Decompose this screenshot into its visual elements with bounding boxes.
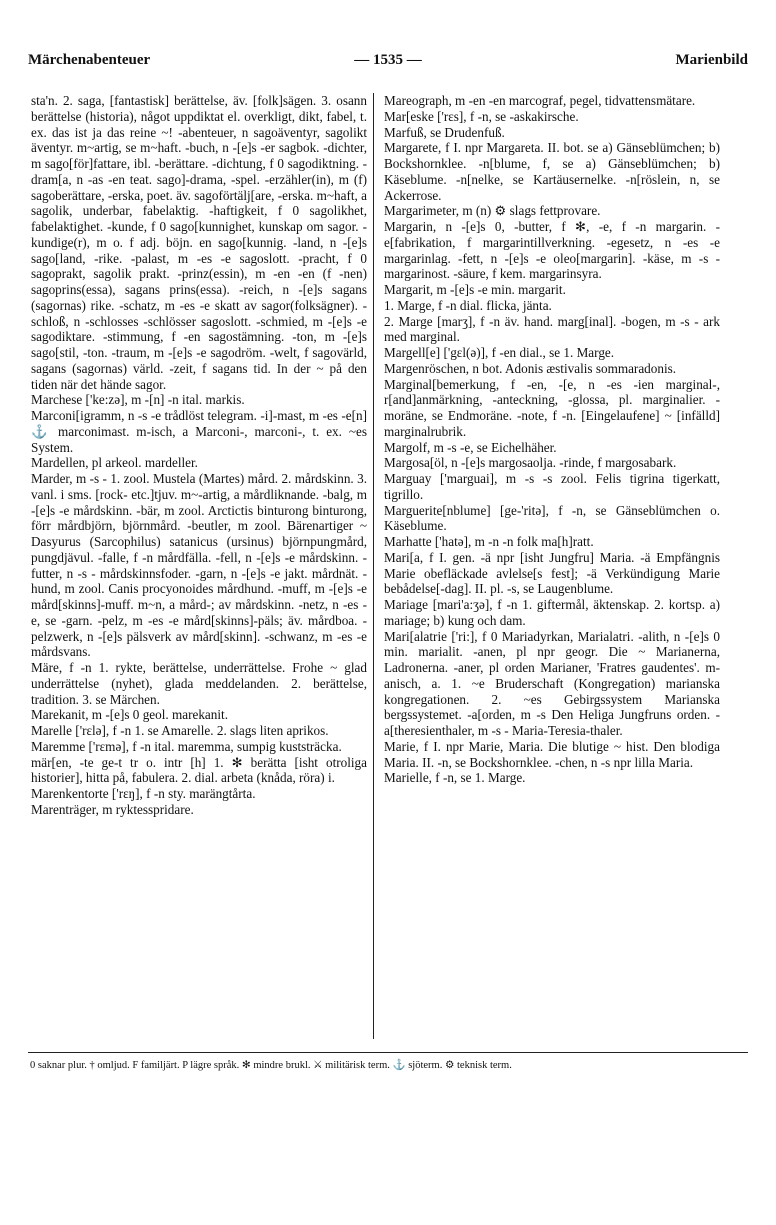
entry: Mariage [mari'a:ʒə], f -n 1. giftermål, äktenskap. 2. kortsp. a) mariage; b) kung och dam. <box>384 597 720 628</box>
abbreviation-legend: 0 saknar plur. † omljud. F familjärt. P lägre språk. ✻ mindre brukl. ⚔ militärisk term. ⚓ sjöterm. ⚙ teknisk term. <box>30 1060 512 1071</box>
entry: Mardellen, pl arkeol. mardeller. <box>31 455 198 471</box>
entry: Märe, f -n 1. rykte, berättelse, underrättelse. Frohe ~ glad underrättelse (nyhet), glada meddelanden. 2. berättelse, tradition. 3. se Märchen. <box>31 660 367 707</box>
entry: Marginal[bemerkung, f -en, -[e, n -es -ien marginal-, r[and]anmärkning, -anteckning, -glossa, pl. marginalier. -moräne, se Endmoräne. -note, f -n. [Eingelaufene] ~ [infälld] marginalrubrik. <box>384 376 720 439</box>
left-column <box>31 93 367 1033</box>
entry: Margolf, m -s -e, se Eichelhäher. <box>384 439 557 455</box>
right-column <box>384 93 720 1033</box>
entry: Marelle ['rɛlə], f -n 1. se Amarelle. 2. slags liten aprikos. <box>31 723 329 738</box>
entry: Marfuß, se Drudenfuß. <box>384 124 505 140</box>
page-header <box>28 52 748 76</box>
entry: Margarin, n -[e]s 0, -butter, f ✻, -e, f -n margarin. -e[fabrikation, f margarintillverkning. -egesetz, n -es -e margarinlag. -fett, n -[e]s -e oleo[margarin]. -käse, m -s - margarinost. -säure, f kem. margarinsyra. <box>384 219 720 282</box>
entry: Margosa[öl, n -[e]s margosaolja. -rinde, f margosabark. <box>384 455 677 471</box>
entry: Marie, f I. npr Marie, Maria. Die blutige ~ hist. Den blodiga Maria. II. -n, se Bockshornklee. -chen, n -s npr lilla Maria. <box>384 738 720 770</box>
entry: Maremme ['rɛmə], f -n ital. maremma, sumpig kuststräcka. <box>31 738 342 754</box>
entry: Mar[eske ['rɛs], f -n, se -askakirsche. <box>384 108 579 124</box>
entry: Marekanit, m -[e]s 0 geol. marekanit. <box>31 707 229 723</box>
entry: Margarete, f I. npr Margareta. II. bot. se a) Gänseblümchen; b) Bockshornklee. -n[blume, f, se a) Gänseblümchen; b) Käseblume. -n[nelke, se Kartäusernelke. -n[röslein, n, se Ackerrose. <box>384 140 720 203</box>
entry: 2. Marge [marʒ], f -n äv. hand. marg[inal]. -bogen, m -s - ark med marginal. <box>384 313 720 345</box>
page-number: — 1535 — <box>354 52 422 68</box>
entry: Marielle, f -n, se 1. Marge. <box>384 770 526 786</box>
entry: 1. Marge, f -n dial. flicka, jänta. <box>384 297 552 313</box>
entry: Mareograph, m -en -en marcograf, pegel, tidvattensmätare. <box>384 93 696 108</box>
entry: Marenträger, m ryktesspridare. <box>31 801 194 817</box>
entry: Margarimeter, m (n) ⚙ slags fettprovare. <box>384 203 601 219</box>
entry: mär[en, -te ge-t tr o. intr [h] 1. ✻ berätta [isht otroliga historier], hitta på, fabulera. 2. dial. arbeta (knåda, röra) i. <box>31 754 367 786</box>
column-divider <box>373 93 374 1039</box>
entry: sta'n. 2. saga, [fantastisk] berättelse, äv. [folk]sägen. 3. osann berättelse (historia), något uppdiktat el. overkligt, dikt, fabel, t. ex. das ist ja das reine ~! -abenteuer, n sagoäventyr, sagolikt äventyr. m~artig, se m~haft. -buch, n -[e]s -er sagbok. -dichter, m sago[för]fattare, ibl. -berättare. -dichtung, f 0 sagodiktning. -dram[a, n -as -en teat. sago]-drama, -spel. -erzähler(in), m (f) sagoberättare, -erska, poet. äv. sagoförtälj[are, -erska. m~haft, a sagolik, underbar, fabelaktig. -haftigkeit, f 0 sagolikhet, fabelaktighet. -kunde, f 0 sago[kunnighet, kunskap om sagor. -kundige(r), m o. f adj. böjn. en sago[kunnig. -land, n -[e]s sago[land, -rike. -palast, m -es -e sagoslott. -pracht, f 0 sagoprakt, sagolik prakt. -prinz(essin), m -en -en (f -nen) sagoprins(essa), sagans prins(essa). -reich, n -[e]s sagans (sagornas) rike. -schatz, m -es -e skatt av sagor(folksägner). -schloß, n -schlosses -schlösser sagoslott. -schmied, m -[e]s -e sagodiktare. -stimmung, f -en sagostämning. -ton, m -[e]s sago[stil, -ton. -traum, m -[e]s -e sagodröm. -welt, f sagovärld, sagans (sagornas) värld. -zeit, f sagans tid. In der ~ på den tiden när det hände sagor. <box>31 93 367 392</box>
entry: Marenkentorte ['rɛŋ], f -n sty. marängtårta. <box>31 786 256 801</box>
entry: Margenröschen, n bot. Adonis æstivalis sommaradonis. <box>384 360 677 376</box>
entry: Marconi[igramm, n -s -e trådlöst telegram. -i]-mast, m -es -e[n] ⚓ marconimast. m-isch, a Marconi-, marconi-, t. ex. ~es System. <box>31 408 367 455</box>
entry: Marhatte ['hatə], m -n -n folk ma[h]ratt. <box>384 534 594 549</box>
entry: Marguerite[nblume] [ge-'ritə], f -n, se Gänseblümchen o. Käseblume. <box>384 502 720 534</box>
entry: Marchese ['ke:zə], m -[n] -n ital. markis. <box>31 392 245 408</box>
header-left-guideword: Märchenabenteuer <box>28 52 151 68</box>
footer-rule <box>28 1052 748 1053</box>
entry: Margell[e] ['gɛl(ə)], f -en dial., se 1. Marge. <box>384 345 615 360</box>
entry: Marder, m -s - 1. zool. Mustela (Martes) mård. 2. mårdskinn. 3. vanl. i sms. [rock- etc.]tjuv. m~-artig, a mårdliknande. -balg, m -[e]s -e mårdskinn. -bär, m zool. Arctictis binturong binturong, förr mårdbjörn, björnmård. -beutler, m zool. Bärenartiger ~ Dasyurus (Sarcophilus) satanicus (ursinus) björnpungmård, pungdjävul. -falle, f -n mårdfälla. -fell, n -[e]s -e mårdskinn. -futter, n -s - mårdskinnsfoder. -garn, n -[e]s -e jakt. mårdnät. -hund, m zool. Canis procyonoides mårdhund. -muff, m -[e]s -e mård[skinns]-muff. m~n, a mård-; av mårdskinn. -netz, n -es -e, se -garn. -pelz, m -es -e mård[skinns]-päls; äv. mårdboa. -pelzwerk, n -[e]s pälsverk av mård[skinn]. -schwanz, m -es -e mårdsvans. <box>31 471 367 660</box>
header-right-guideword: Marienbild <box>675 52 748 68</box>
entry: Mari[alatrie ['ri:], f 0 Mariadyrkan, Marialatri. -alith, n -[e]s 0 min. marialit. -anen, pl npr geogr. Die ~ Marianerna, Ladronerna. -aner, pl orden Marianer, 'Fratres gaudentes'. m-anisch, a. 1. ~e Bruderschaft (Kongregation) marianska kongregationen. 2. ~es Gebirgssystem Marianska bergssystemet. -a[orden, m -s Den Heliga Jungfruns orden. -a[theresienthaler, m -s - Maria-Teresia-thaler. <box>384 628 720 738</box>
entry: Margarit, m -[e]s -e min. margarit. <box>384 282 566 297</box>
entry: Marguay ['marguai], m -s -s zool. Felis tigrina tigerkatt, tigrillo. <box>384 471 720 502</box>
entry: Mari[a, f I. gen. -ä npr [isht Jungfru] Maria. -ä Empfängnis Marie obefläckade avlelse[s fest]; -ä Verkündigung Marie bebådelse[-dag]. II. pl. -s, se Laugenblume. <box>384 549 720 597</box>
